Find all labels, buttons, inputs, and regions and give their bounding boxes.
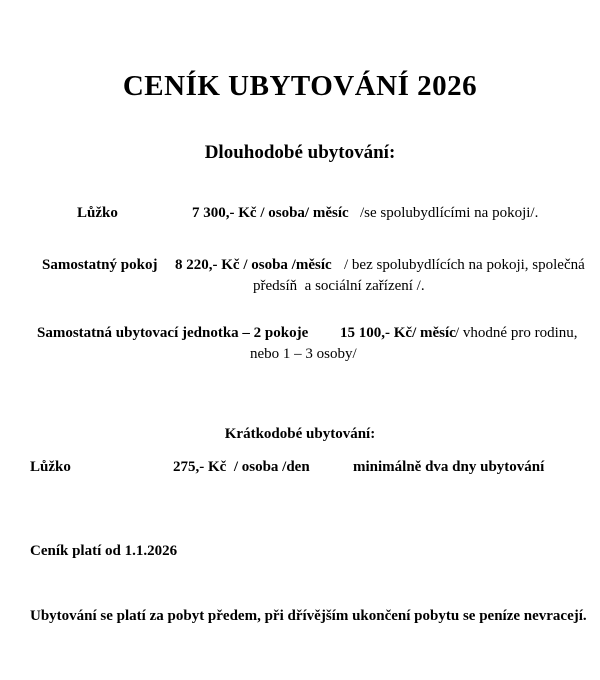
short-term-row-1-note: minimálně dva dny ubytování: [353, 459, 545, 475]
long-term-row-2-label: Samostatný pokoj: [42, 257, 158, 273]
long-term-row-3-label: Samostatná ubytovací jednotka – 2 pokoje: [37, 325, 309, 341]
payment-terms-note: Ubytování se platí za pobyt předem, při dřívějším ukončení pobytu se peníze nevracejí.: [30, 608, 587, 624]
long-term-row-2-note-line2: předsíň a sociální zařízení /.: [253, 278, 425, 294]
long-term-row-1-label: Lůžko: [77, 205, 118, 221]
short-term-section-heading: Krátkodobé ubytování:: [224, 426, 376, 442]
validity-note: Ceník platí od 1.1.2026: [30, 543, 178, 559]
long-term-row-3-note: / vhodné pro rodinu,: [455, 325, 578, 341]
long-term-row-3-price: 15 100,- Kč/ měsíc: [340, 325, 456, 341]
page-title: CENÍK UBYTOVÁNÍ 2026: [122, 70, 478, 102]
long-term-row-1-price: 7 300,- Kč / osoba/ měsíc: [192, 205, 349, 221]
long-term-row-2-price: 8 220,- Kč / osoba /měsíc: [175, 257, 332, 273]
long-term-row-2-note: / bez spolubydlících na pokoji, společná: [344, 257, 585, 273]
long-term-row-1-note: /se spolubydlícími na pokoji/.: [360, 205, 539, 221]
long-term-row-3-note-line2: nebo 1 – 3 osoby/: [250, 346, 357, 362]
short-term-row-1-price: 275,- Kč / osoba /den: [173, 459, 310, 475]
short-term-row-1-label: Lůžko: [30, 459, 71, 475]
long-term-section-heading: Dlouhodobé ubytování:: [204, 142, 396, 163]
